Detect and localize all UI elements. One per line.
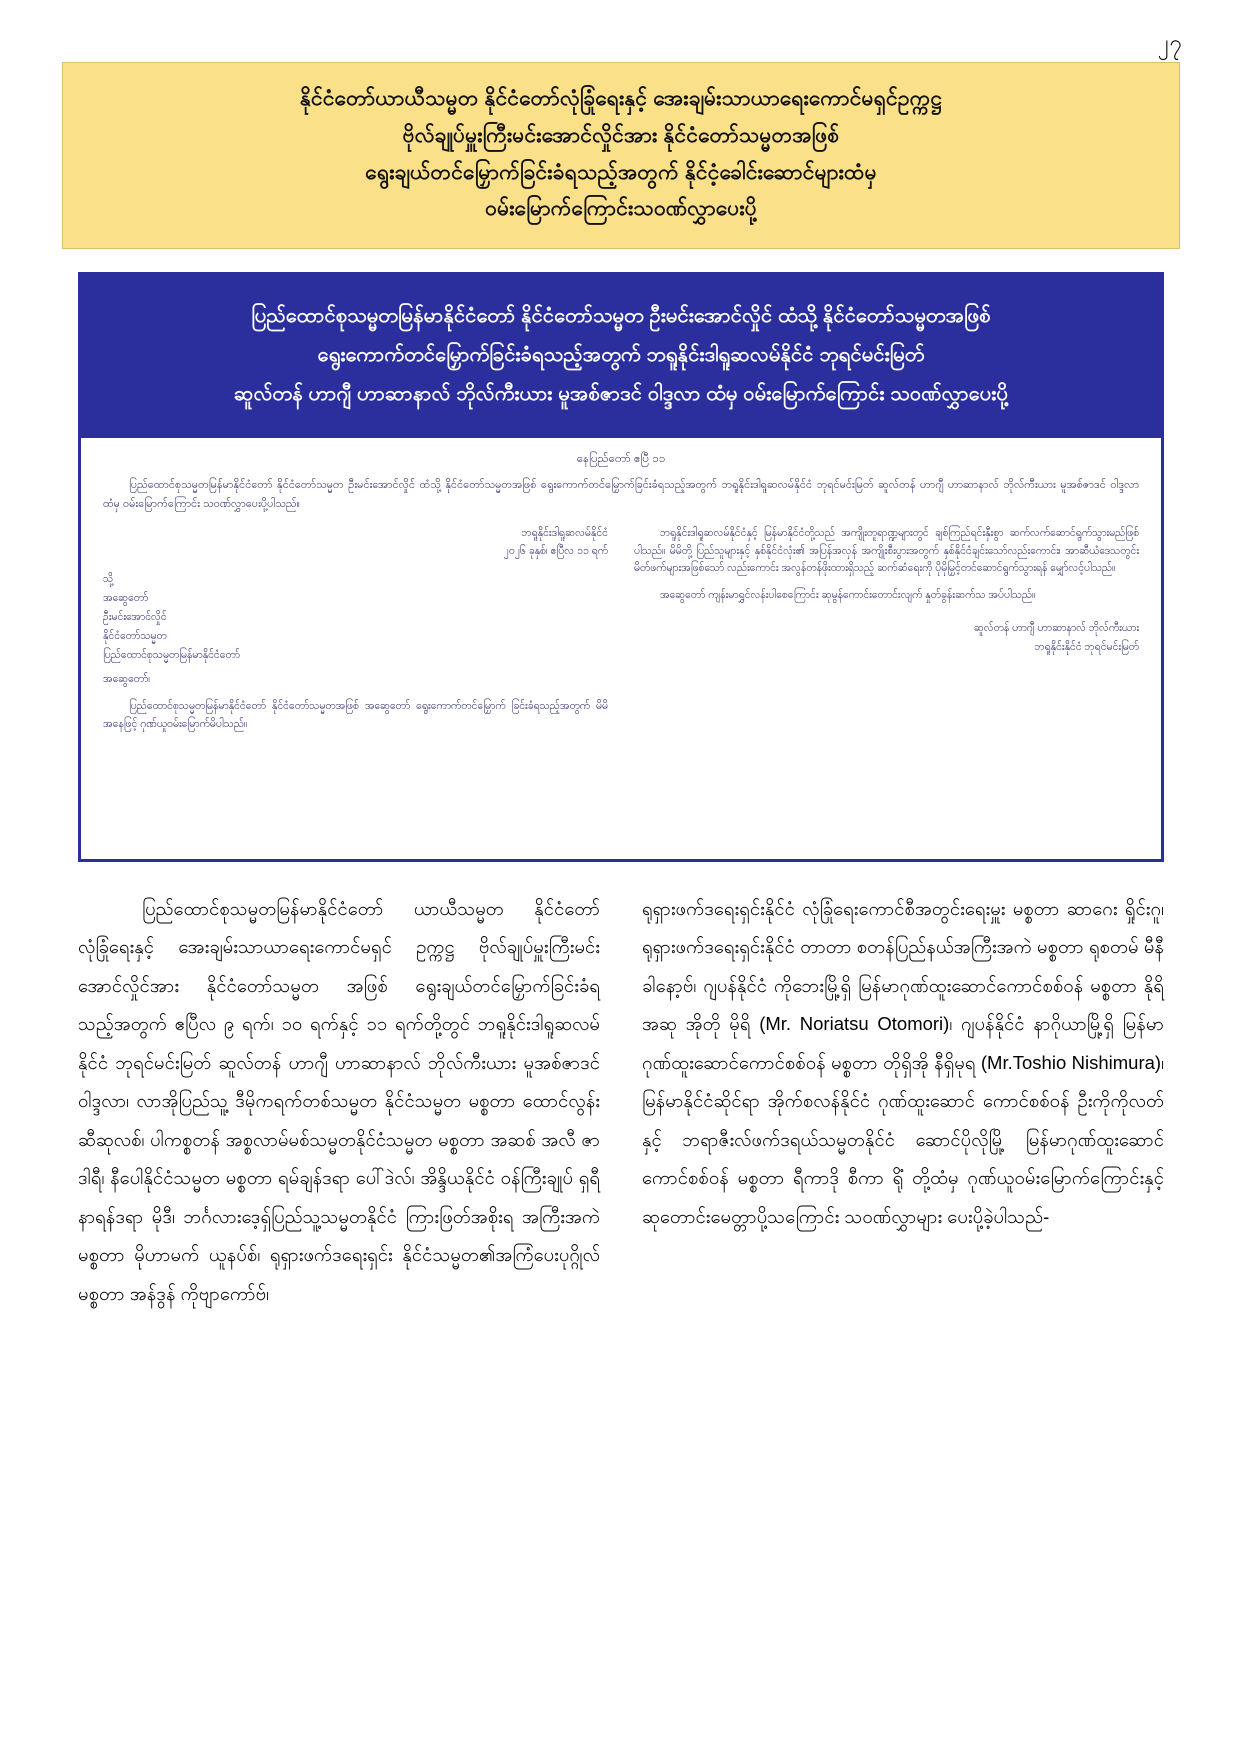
clipping-columns	[103, 525, 1139, 743]
to-label: သို့	[103, 573, 114, 586]
headline-line-3: ရွေးချယ်တင်မြှောက်ခြင်းခံရသည့်အတွက် နိုင်ငံ့ခေါင်းဆောင်များထံမှ	[365, 160, 877, 184]
headline-line-1: နိုင်ငံတော်ယာယီသမ္မတ နိုင်ငံတော်လုံခြုံရေးနှင့် အေးချမ်းသာယာရေးကောင်မရှင်ဥက္ကဋ္ဌ	[299, 87, 943, 110]
clipping-right-column	[634, 525, 1139, 743]
page-number: ၂၇	[1157, 30, 1183, 55]
clipping-signature	[634, 619, 1139, 657]
clipping-right-paragraph-2: အဆွေတော် ကျန်းမာရွှင်လန်းပါစေကြောင်း ဆုမွန်ကောင်းတောင်းလျက် နှုတ်ခွန်းဆက်သ အပ်ပါသည်။	[660, 589, 1036, 602]
headline-banner	[62, 62, 1180, 249]
sender-country: ဘရူနိုင်းဒါရူဆလမ်နိုင်ငံ	[521, 526, 608, 539]
article-right-paragraph: ရုရှားဖက်ဒရေးရှင်းနိုင်ငံ လုံခြုံရေးကောင်စီအတွင်းရေးမှူး မစ္စတာ ဆာဂေး ရှိုင်းဂူ၊ ရုရှားဖက်ဒရေးရှင်းနိုင်ငံ တာတာ စတန်ပြည်နယ်အကြီးအကဲ မစ္စတာ ရုစတမ် မီနီခါနော့ဗ်၊ ဂျပန်နိုင်ငံ ကိုဘေးမြို့ရှိ မြန်မာဂုဏ်ထူးဆောင်ကောင်စစ်ဝန် မစ္စတာ နိုရိအဆု အိုတို မိုရိ (Mr. Noriatsu Otomori)၊ ဂျပန်နိုင်ငံ နာဂိုယာမြို့ရှိ မြန်မာဂုဏ်ထူးဆောင်ကောင်စစ်ဝန် မစ္စတာ တိုရှိအို နီရှိမုရ (Mr.Toshio Nishimura)၊ မြန်မာနိုင်ငံဆိုင်ရာ အိုက်စလန်နိုင်ငံ ဂုဏ်ထူးဆောင် ကောင်စစ်ဝန် ဦးကိုကိုလတ်နှင့် ဘရာဇီးလ်ဖက်ဒရယ်သမ္မတနိုင်ငံ ဆောင်ပိုလိုမြို့ မြန်မာဂုဏ်ထူးဆောင်ကောင်စစ်ဝန် မစ္စတာ ရီကာဒို စီကာ ရိုံ တို့ထံမှ ဂုဏ်ယူဝမ်းမြောက်ကြောင်းနှင့် ဆုတောင်းမေတ္တာပို့သကြောင်း သဝဏ်လွှာများ ပေးပို့ခဲ့ပါသည်-	[642, 898, 1164, 1227]
clipping-dateline: နေပြည်တော် ဧပြီ ၁၁	[576, 453, 666, 465]
headline-line-2: ဗိုလ်ချုပ်မှူးကြီးမင်းအောင်လှိုင်အား နိုင်ငံတော်သမ္မတအဖြစ်	[402, 123, 840, 147]
clipping-headline-line-1: ပြည်ထောင်စုသမ္မတမြန်မာနိုင်ငံတော် နိုင်ငံတော်သမ္မတ ဦးမင်းအောင်လှိုင် ထံသို့ နိုင်ငံတော်သမ္မတအဖြစ်	[251, 305, 991, 327]
article-left-paragraph: ပြည်ထောင်စုသမ္မတမြန်မာနိုင်ငံတော် ယာယီသမ္မတ နိုင်ငံတော်လုံခြုံရေးနှင့် အေးချမ်းသာယာရေးကောင်မရှင် ဥက္ကဋ္ဌ ဗိုလ်ချုပ်မှူးကြီးမင်းအောင်လှိုင်အား နိုင်ငံတော်သမ္မတ အဖြစ် ရွေးချယ်တင်မြှောက်ခြင်းခံရသည့်အတွက် ဧပြီလ ၉ ရက်၊ ၁၀ ရက်နှင့် ၁၁ ရက်တို့တွင် ဘရူနိုင်းဒါရူဆလမ်နိုင်ငံ ဘုရင်မင်းမြတ် ဆူလ်တန် ဟာဂျီ ဟာဆာနာလ် ဘိုလ်ကီးယား မူအစ်ဇာဒင် ဝါဒ္ဒလာ၊ လာအိုပြည်သူ့ ဒီမိုကရက်တစ်သမ္မတ နိုင်ငံသမ္မတ မစ္စတာ ထောင်လွန်း ဆီဆုလစ်၊ ပါကစ္စတန် အစ္စလာမ်မစ်သမ္မတနိုင်ငံသမ္မတ မစ္စတာ အဆစ် အလီ ဇာဒါရီ၊ နီပေါနိုင်ငံသမ္မတ မစ္စတာ ရမ်ချန်ဒရာ ပေါ်ဒဲလ်၊ အိန္ဒိယနိုင်ငံ ဝန်ကြီးချုပ် ရှရီ နာရန်ဒရာ မိုဒီ၊ ဘင်္ဂလားဒေ့ရှ်ပြည်သူ့သမ္မတနိုင်ငံ ကြားဖြတ်အစိုးရ အကြီးအကဲ မစ္စတာ မိုဟာမက် ယူနပ်စ်၊ ရုရှားဖက်ဒရေးရှင်း နိုင်ငံသမ္မတ၏အကြံပေးပုဂ္ဂိုလ် မစ္စတာ အန်ဒွန် ကိုဗျာကော်ဗ်၊	[78, 898, 600, 1304]
clipping-headline-line-2: ရွေးကောက်တင်မြှောက်ခြင်းခံရသည့်အတွက် ဘရူနိုင်းဒါရူဆလမ်နိုင်ငံ ဘုရင်မင်းမြတ်	[317, 344, 925, 366]
clipping-left-paragraph: ပြည်ထောင်စုသမ္မတမြန်မာနိုင်ငံတော် နိုင်ငံတော်သမ္မတအဖြစ် အဆွေတော် ရွေးကောက်တင်မြှောက် ခြင်းခံရသည့်အတွက် မိမိအနေဖြင့် ဂုဏ်ယူဝမ်းမြောက်မိပါသည်။	[103, 699, 608, 730]
recipient-line-3: နိုင်ငံတော်သမ္မတ	[103, 630, 167, 643]
clipping-recipient-block	[103, 570, 608, 664]
sender-date: ၂၀၂၆ ခုနှစ်၊ ဧပြီလ ၁၁ ရက်	[503, 544, 608, 557]
clipping-sender-block	[103, 525, 608, 561]
recipient-line-1: အဆွေတော်	[103, 592, 149, 605]
headline-line-4: ဝမ်းမြောက်ကြောင်းသဝဏ်လွှာပေးပို့	[485, 197, 757, 221]
article-body	[78, 890, 1164, 1313]
signature-title: ဘရူနိုင်းနိုင်ငံ ဘုရင်မင်းမြတ်	[1034, 640, 1139, 653]
clipping-lead: ပြည်ထောင်စုသမ္မတမြန်မာနိုင်ငံတော် နိုင်ငံတော်သမ္မတ ဦးမင်းအောင်လှိုင် ထံသို့ နိုင်ငံတော်သမ္မတအဖြစ် ရွေးကောက်တင်မြှောက်ခြင်းခံရသည့်အတွက် ဘရူနိုင်းဒါရူဆလမ်နိုင်ငံ ဘုရင်မင်းမြတ် ဆူလ်တန် ဟာဂျီ ဟာဆာနာလ် ဘိုလ်ကီးယား မူအစ်ဇာဒင် ဝါဒ္ဒလာ ထံမှ ဝမ်းမြောက်ကြောင်း သဝဏ်လွှာပေးပို့ပါသည်။	[103, 479, 1139, 510]
clipping-left-column	[103, 525, 608, 743]
news-clipping	[78, 272, 1164, 862]
article-right-column	[642, 890, 1164, 1313]
clipping-salutation: အဆွေတော်၊	[103, 672, 150, 685]
recipient-line-2: ဦးမင်းအောင်လှိုင်	[103, 611, 167, 624]
article-left-column	[78, 890, 600, 1313]
clipping-right-paragraph-1: ဘရူနိုင်းဒါရူဆလမ်နိုင်ငံနှင့် မြန်မာနိုင်ငံတို့သည် အကျိုးတူရာဏ္ဍများတွင် ချစ်ကြည်ရင်းနှီးစွာ ဆက်လက်ဆောင်ရွက်သွားမည်ဖြစ်ပါသည်။ မိမိတို့ ပြည်သူများနှင့် နှစ်နိုင်ငံလုံး၏ အပြန်အလှန် အကျိုးစီးပွားအတွက် နှစ်နိုင်ငံချင်းသော်လည်းကောင်း၊ အာဆီယံဒေသတွင်း မိတ်ဖက်များအဖြစ်သော် လည်းကောင်း အလွန်တန်ဖိုးထားရှိသည့် ဆက်ဆံရေးကို ပိုမိုမြှင့်တင်ဆောင်ရွက်သွားရန် မျှော်လင့်ပါသည်။	[634, 526, 1139, 575]
clipping-headline	[81, 275, 1161, 438]
clipping-headline-line-3: ဆူလ်တန် ဟာဂျီ ဟာဆာနာလ် ဘိုလ်ကီးယား မူအစ်ဇာဒင် ဝါဒ္ဒလာ ထံမှ ဝမ်းမြောက်ကြောင်း သဝဏ်လွှာပေးပို့	[234, 383, 1008, 405]
clipping-body	[81, 438, 1161, 752]
recipient-line-4: ပြည်ထောင်စုသမ္မတမြန်မာနိုင်ငံတော်	[103, 648, 241, 661]
signature-name: ဆူလ်တန် ဟာဂျီ ဟာဆာနာလ် ဘိုလ်ကီးယား	[973, 622, 1139, 635]
